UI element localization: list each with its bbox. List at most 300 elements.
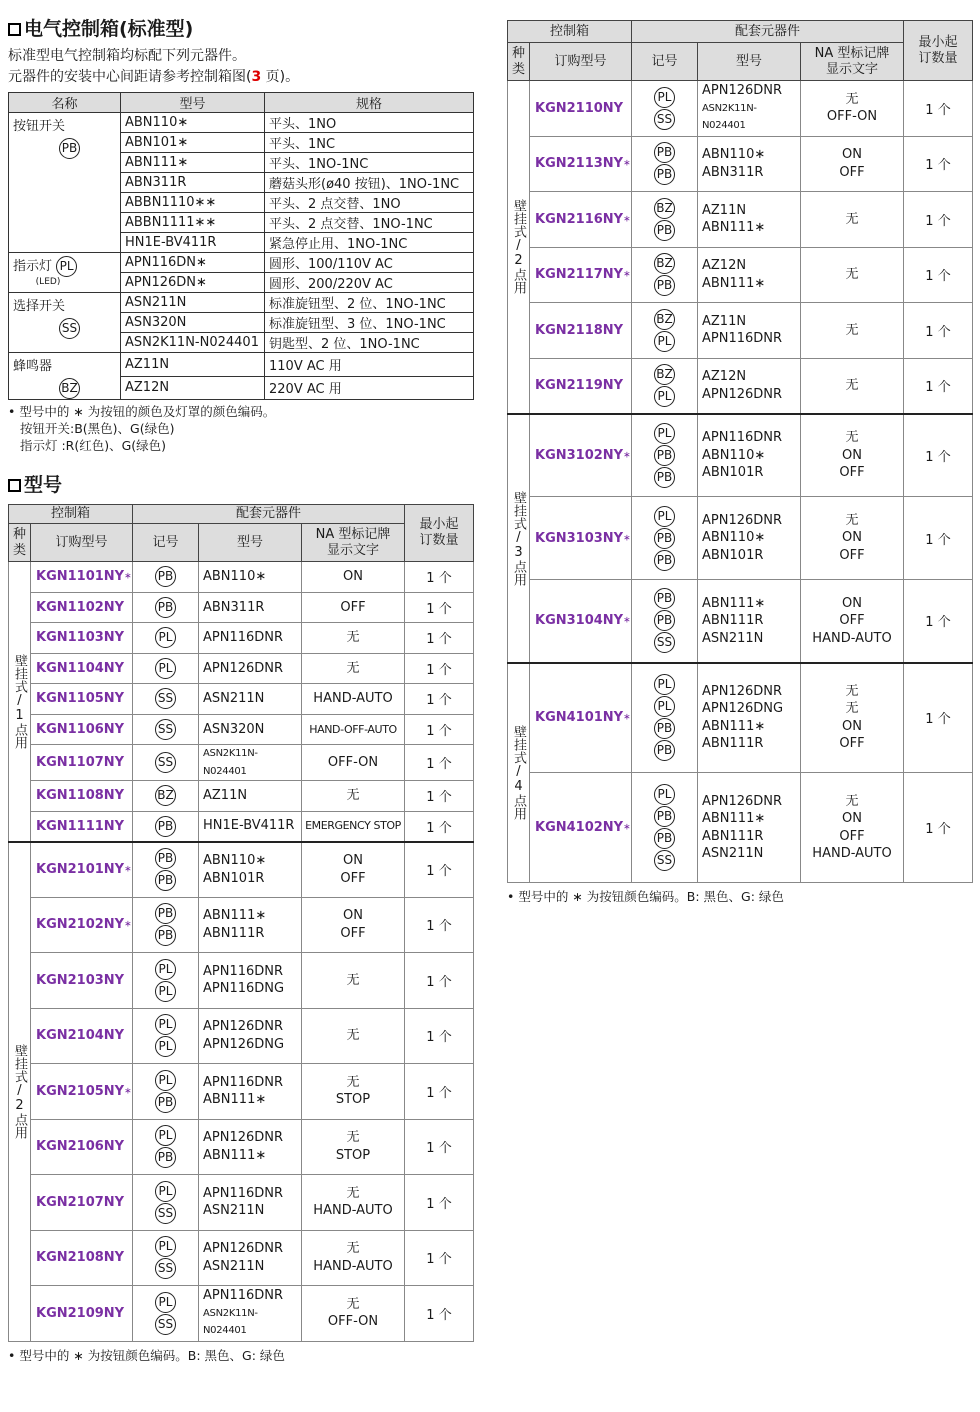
spec-row [9,353,474,377]
display-text: OFF [839,736,865,752]
order-code: KGN3104NY∗ [530,580,632,663]
spec-header-name: 名称 [9,93,121,113]
component-model: ASN2K11N-N024401 [702,102,757,131]
pb-symbol-icon: PB [155,925,176,946]
display-text: STOP [335,1147,371,1163]
category-label: 选择开关 [13,299,66,314]
intro-line-1: 标准型电气控制箱均标配下列元器件。 [8,48,246,64]
symbol-cell [632,303,698,359]
display-text: 无 [845,322,859,338]
order-code: KGN1107NY [31,745,133,781]
min-qty: 1 个 [405,897,474,953]
component-models [199,1286,302,1342]
kind-label: 壁挂式/1点用 [9,562,31,842]
component-models [199,1230,302,1286]
component-model: ABN110∗ [203,853,267,868]
display-text: EMERGENCY STOP [305,819,401,833]
display-text: ON [842,147,862,163]
kind-label: 壁挂式/3点用 [508,414,530,663]
display-text: 无 [346,1130,360,1146]
pl-symbol-icon: PL [654,423,675,444]
pb-symbol-icon: PB [654,467,675,488]
pl-symbol-icon: PL [155,959,176,980]
component-model: ASN211N [702,846,764,861]
display-text: HAND-AUTO [313,1258,393,1274]
intro-text [8,46,474,88]
spec-desc: 蘑菇头形(ø40 按钮)、1NO-1NC [265,173,474,193]
display-text: ON [842,447,862,463]
table-row [9,781,474,812]
display-text: HAND-AUTO [313,691,393,706]
component-model: AZ12N [702,258,747,274]
star-mark: ∗ [124,864,132,875]
order-code: KGN2105NY∗ [31,1064,133,1120]
table-row [508,414,973,497]
min-qty: 1 个 [904,81,973,137]
display-text: 无 [845,430,859,445]
spec-model: ABN101∗ [121,133,265,153]
na-display-text [302,1286,405,1342]
min-qty: 1 个 [904,247,973,303]
order-code: KGN2104NY [31,1008,133,1064]
display-text: ON [343,569,363,584]
pl-symbol-icon: PL [654,331,675,352]
component-models [698,247,801,303]
order-code: KGN2118NY [530,303,632,359]
table-row [9,745,474,781]
spec-desc: 圆形、200/220V AC [265,273,474,293]
display-text: 无 [346,1028,360,1043]
symbol-cell [133,811,199,842]
pb-symbol-icon: PB [155,870,176,891]
table-row [508,358,973,414]
pb-symbol-icon: PB [654,220,675,241]
component-model: ABN111R [702,613,764,628]
order-code: KGN3103NY∗ [530,497,632,580]
symbol-cell [133,1286,199,1342]
pl-symbol-icon: PL [155,1070,176,1091]
symbol-cell [632,247,698,303]
display-text: 无 [845,793,859,809]
star-mark: ∗ [623,269,631,280]
star-mark: ∗ [623,450,631,461]
order-code: KGN1111NY [31,811,133,842]
component-model: ASN211N [702,630,764,646]
symbol-cell [632,497,698,580]
pb-symbol-icon: PB [654,275,675,296]
spec-category [9,113,121,253]
component-model: ABN111∗ [702,275,766,291]
table-row [508,497,973,580]
component-model: ABN110∗ [702,147,766,163]
component-model: APN116DNR [203,1074,284,1090]
ss-symbol-icon: SS [155,719,176,740]
component-model: ABN101R [702,465,764,480]
pl-symbol-icon: PL [654,784,675,805]
pl-symbol-icon: PL [654,674,675,695]
order-code: KGN1103NY [31,623,133,654]
pb-symbol-icon: PB [654,528,675,549]
table-row [508,303,973,359]
led-label: (LED) [35,277,61,287]
display-text: 无 [346,1185,360,1201]
pb-symbol-icon: PB [155,597,176,618]
table-row [9,811,474,842]
na-display-text [801,773,904,883]
model-section-title: 型号 [8,472,474,498]
spec-header-model: 型号 [121,93,265,113]
table-row [9,592,474,623]
order-code: KGN3102NY∗ [530,414,632,497]
na-display-text [302,592,405,623]
display-text: 无 [346,972,360,988]
table-row [9,1064,474,1120]
component-model: ABN111∗ [203,908,267,924]
table-row [9,1175,474,1231]
min-qty: 1 个 [904,497,973,580]
display-text: OFF [340,599,366,615]
display-text: OFF [839,465,865,480]
min-qty: 1 个 [405,623,474,654]
star-mark: ∗ [124,1086,132,1097]
component-model: APN116DNR [203,963,284,979]
component-models [698,580,801,663]
table-row [9,1230,474,1286]
component-model: AZ11N [203,788,248,803]
display-text: OFF-ON [826,109,878,125]
display-text: 无 [845,91,859,107]
display-text: 无 [346,788,360,803]
display-text: 无 [346,630,360,645]
star-mark: ∗ [623,712,631,723]
bz-symbol-icon: BZ [59,378,80,399]
min-qty: 1 个 [405,714,474,745]
model-table-right: 控制箱 配套元器件 最小起订数量 种类 订购型号 记号 型号 NA 型标记牌显示文字 壁挂式/2点用 KGN2110NY PL SS APN126DNR ASN2K11N-N024401 无 OFF-ON 1 个 KGN2113NY∗ PB PB ABN110∗ ABN311R ON OFF 1 个 KGN2116NY∗ BZ PB AZ11N ABN111∗ 无 1 个 KGN2117NY∗ BZ PB AZ12N ABN111∗ 无 1 个 KGN2118NY BZ PL AZ11N APN116DNR 无 1 个 KGN2119NY BZ PL AZ12N APN126DNR 无 1 个 壁挂式/3点用 KGN3102NY∗ PL PB PB APN116DNR ABN110∗ ABN101R 无 ON OFF 1 个 KGN3103NY∗ PL PB PB APN126DNR ABN110∗ ABN101R 无 ON OFF 1 个 KGN3104NY∗ PB PB SS ABN111∗ ABN111R ASN211N ON OFF HAND-AUTO 1 个 壁挂式/4点用 KGN4101NY∗ PL PL PB PB APN126DNR APN126DNG ABN111∗ ABN111R 无 无 ON OFF 1 个 KGN4102NY∗ PL PB PB SS APN126DNR ABN111∗ ABN111R ASN211N 无 ON OFF HAND-AUTO 1 个 [507,20,973,883]
spec-note: • 型号中的 ∗ 为按钮的颜色及灯罩的颜色编码。 按钮开关:B(黑色)、G(绿色) 指示灯 :R(红色)、G(绿色) [8,404,276,453]
component-model: ASN211N [203,1258,265,1274]
bz-symbol-icon: BZ [654,253,675,274]
component-model: ABN110∗ [203,569,267,584]
component-models [698,136,801,192]
symbol-cell [133,1064,199,1120]
pb-symbol-icon: PB [59,138,80,159]
pb-symbol-icon: PB [155,566,176,587]
component-model: APN116DNG [203,981,285,997]
category-label: 蜂鸣器 [13,359,53,374]
component-models [698,81,801,137]
na-display-text [302,811,405,842]
symbol-cell [133,684,199,715]
component-models [199,684,302,715]
component-models [199,811,302,842]
component-model: ABN311R [203,599,265,615]
component-models [199,623,302,654]
na-display-text [801,247,904,303]
ss-symbol-icon: SS [155,752,176,773]
pb-symbol-icon: PB [654,588,675,609]
component-spec-table [8,92,474,400]
order-code: KGN4102NY∗ [530,773,632,883]
spec-category [9,293,121,353]
na-display-text [801,192,904,248]
component-models [698,773,801,883]
category-label: 按钮开关 [13,119,66,134]
symbol-cell [632,192,698,248]
na-display-text [302,953,405,1009]
display-text: OFF [839,164,865,180]
component-model: APN116DNR [203,630,284,645]
na-display-text [302,1064,405,1120]
component-models [698,497,801,580]
spec-model: HN1E-BV411R [121,233,265,253]
component-model: APN126DNG [702,701,784,717]
order-code: KGN2113NY∗ [530,136,632,192]
spec-desc: 平头、2 点交替、1NO [265,193,474,213]
spec-row [9,113,474,133]
min-qty: 1 个 [904,136,973,192]
star-mark: ∗ [124,571,132,582]
order-code: KGN2109NY [31,1286,133,1342]
table-row [508,580,973,663]
component-models [199,1175,302,1231]
min-qty: 1 个 [904,358,973,414]
spec-model: APN126DN∗ [121,273,265,293]
component-models [199,842,302,898]
min-qty: 1 个 [405,653,474,684]
pl-symbol-icon: PL [56,256,77,277]
star-mark: ∗ [623,158,631,169]
ss-symbol-icon: SS [155,1314,176,1335]
component-models [199,653,302,684]
component-model: ABN111∗ [203,1147,267,1163]
display-text: OFF-ON [327,1314,379,1330]
page-ref-link[interactable]: 3 [251,69,262,85]
pl-symbol-icon: PL [155,981,176,1002]
left-column [8,16,474,1364]
component-model: AZ12N [702,369,747,384]
component-model: ABN111∗ [702,718,766,734]
component-models [698,414,801,497]
component-model: HN1E-BV411R [203,818,295,834]
table-row [9,623,474,654]
display-text: 无 [845,211,859,227]
display-text: ON [842,595,862,611]
pb-symbol-icon: PB [654,164,675,185]
ss-symbol-icon: SS [654,850,675,871]
na-display-text [302,684,405,715]
symbol-cell [632,136,698,192]
display-text: ON [842,718,862,734]
kind-label: 壁挂式/2点用 [9,842,31,1342]
bz-symbol-icon: BZ [155,785,176,806]
component-model: ABN110∗ [702,530,766,546]
pl-symbol-icon: PL [654,696,675,717]
min-qty: 1 个 [405,1175,474,1231]
spec-desc: 平头、1NO [265,113,474,133]
spec-desc: 标准旋钮型、2 位、1NO-1NC [265,293,474,313]
table-row [9,1119,474,1175]
component-model: ABN311R [702,164,764,180]
symbol-cell [133,897,199,953]
component-models [698,303,801,359]
table-row [508,247,973,303]
component-model: APN116DNR [203,1185,284,1201]
component-model: ABN111∗ [702,811,766,826]
component-model: ABN111∗ [702,220,766,236]
spec-model: ASN320N [121,313,265,333]
component-model: AZ11N [702,202,747,218]
spec-model: AZ11N [121,353,265,377]
order-code: KGN2119NY [530,358,632,414]
pb-symbol-icon: PB [654,610,675,631]
ss-symbol-icon: SS [654,632,675,653]
component-model: ABN111R [702,828,764,844]
display-text: OFF [839,547,865,563]
component-models [199,1119,302,1175]
model-note-left: • 型号中的 ∗ 为按钮颜色编码。B: 黑色、G: 绿色 [8,1347,285,1363]
spec-model: ASN211N [121,293,265,313]
min-qty: 1 个 [405,1230,474,1286]
symbol-cell [133,1008,199,1064]
symbol-cell [632,663,698,773]
pl-symbol-icon: PL [155,1292,176,1313]
na-display-text [302,562,405,593]
symbol-cell [133,745,199,781]
order-code: KGN2108NY [31,1230,133,1286]
component-model: ABN101R [702,547,764,563]
na-display-text [801,663,904,773]
symbol-cell [133,562,199,593]
bz-symbol-icon: BZ [654,198,675,219]
min-qty: 1 个 [405,781,474,812]
model-note-right: • 型号中的 ∗ 为按钮颜色编码。B: 黑色、G: 绿色 [507,889,784,904]
checkbox-bullet-icon [8,23,21,36]
order-code: KGN2117NY∗ [530,247,632,303]
min-qty: 1 个 [904,580,973,663]
component-model: APN116DNR [203,1288,284,1303]
spec-desc: 标准旋钮型、3 位、1NO-1NC [265,313,474,333]
pl-symbol-icon: PL [654,87,675,108]
pb-symbol-icon: PB [155,848,176,869]
component-models [199,897,302,953]
display-text: 无 [346,1074,360,1090]
min-qty: 1 个 [405,745,474,781]
min-qty: 1 个 [405,1064,474,1120]
pl-symbol-icon: PL [155,658,176,679]
na-display-text [801,497,904,580]
symbol-cell [133,1175,199,1231]
spec-row [9,253,474,273]
pb-symbol-icon: PB [155,903,176,924]
table-row [9,1286,474,1342]
spec-model: ASN2K11N-N024401 [121,333,265,353]
min-qty: 1 个 [405,1119,474,1175]
ss-symbol-icon: SS [155,1203,176,1224]
na-display-text [302,781,405,812]
table-row [9,953,474,1009]
component-model: ASN2K11N-N024401 [203,748,258,777]
na-display-text [302,653,405,684]
display-text: 无 [346,1296,360,1312]
pb-symbol-icon: PB [654,806,675,827]
pb-symbol-icon: PB [654,445,675,466]
symbol-cell [133,1119,199,1175]
pl-symbol-icon: PL [155,1014,176,1035]
display-text: OFF [340,870,366,886]
component-models [199,1064,302,1120]
spec-model: APN116DN∗ [121,253,265,273]
order-code: KGN2103NY [31,953,133,1009]
min-qty: 1 个 [405,811,474,842]
na-display-text [801,81,904,137]
component-model: APN116DNR [702,331,783,347]
na-display-text [302,1119,405,1175]
table-row [508,136,973,192]
pl-symbol-icon: PL [155,1236,176,1257]
pb-symbol-icon: PB [654,142,675,163]
order-code: KGN1104NY [31,653,133,684]
component-model: ABN111R [203,925,265,941]
component-models [698,663,801,773]
min-qty: 1 个 [405,592,474,623]
spec-model: ABN111∗ [121,153,265,173]
component-model: ABN111R [702,736,764,752]
table-row [508,773,973,883]
table-row [508,192,973,248]
component-model: APN126DNR [702,512,783,528]
component-model: APN126DNR [203,1130,284,1146]
component-models [199,562,302,593]
spec-model: ABN110∗ [121,113,265,133]
spec-category [9,253,121,293]
display-text: HAND-OFF-AUTO [309,722,397,736]
spec-desc: 平头、1NC [265,133,474,153]
spec-header-spec: 规格 [265,93,474,113]
ss-symbol-icon: SS [155,1258,176,1279]
table-row [508,81,973,137]
symbol-cell [133,781,199,812]
display-text: OFF [340,925,366,941]
component-models [698,358,801,414]
component-model: ABN101R [203,870,265,886]
na-display-text [302,1008,405,1064]
component-models [199,953,302,1009]
table-row [9,562,474,593]
component-model: APN126DNR [702,83,783,98]
pb-symbol-icon: PB [654,718,675,739]
component-models [199,714,302,745]
na-display-text [801,136,904,192]
symbol-cell [632,358,698,414]
spec-desc: 220V AC 用 [265,376,474,400]
ss-symbol-icon: SS [155,688,176,709]
star-mark: ∗ [623,214,631,225]
order-code: KGN1102NY [31,592,133,623]
page-title: 电气控制箱(标准型) [8,16,474,42]
star-mark: ∗ [124,919,132,930]
bz-symbol-icon: BZ [654,364,675,385]
na-display-text [801,358,904,414]
display-text: 无 [845,683,859,699]
spec-desc: 平头、1NO-1NC [265,153,474,173]
component-model: ABN111∗ [702,595,766,611]
na-display-text [801,303,904,359]
component-model: APN126DNG [203,1036,285,1052]
kind-label: 壁挂式/4点用 [508,663,530,883]
table-row [9,684,474,715]
display-text: OFF [839,613,865,628]
spec-desc: 110V AC 用 [265,353,474,377]
